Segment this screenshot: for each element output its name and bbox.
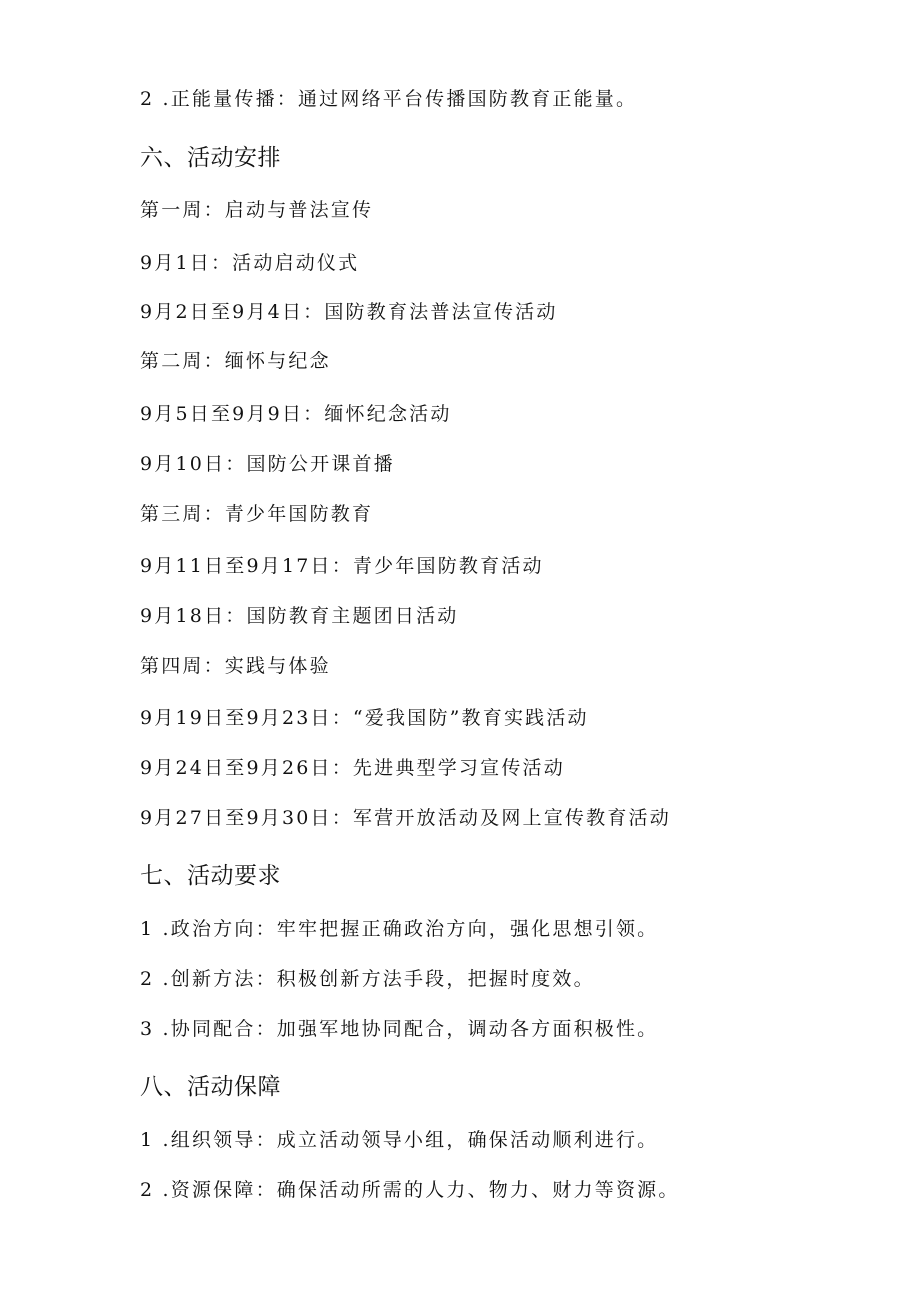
schedule-entry: 9月10日：国防公开课首播 [140,453,395,475]
schedule-week-4: 第四周：实践与体验 [140,655,331,677]
schedule-week-1: 第一周：启动与普法宣传 [140,199,374,221]
section-heading-activity-requirements: 七、活动要求 [140,863,281,889]
schedule-entry: 9月5日至9月9日：缅怀纪念活动 [140,403,452,425]
schedule-week-3: 第三周：青少年国防教育 [140,503,374,525]
schedule-entry: 9月24日至9月26日：先进典型学习宣传活动 [140,757,565,779]
schedule-entry: 9月19日至9月23日：“爱我国防”教育实践活动 [140,707,589,729]
schedule-week-2: 第二周：缅怀与纪念 [140,350,331,372]
schedule-entry: 9月27日至9月30日：军营开放活动及网上宣传教育活动 [140,807,671,829]
paragraph-energy-spread: 2 .正能量传播：通过网络平台传播国防教育正能量。 [140,88,638,110]
schedule-entry: 9月11日至9月17日：青少年国防教育活动 [140,555,544,577]
requirement-item: 1 .政治方向：牢牢把握正确政治方向，强化思想引领。 [140,918,659,940]
requirement-item: 3 .协同配合：加强军地协同配合，调动各方面积极性。 [140,1018,659,1040]
section-heading-activity-schedule: 六、活动安排 [140,145,281,171]
schedule-entry: 9月1日：活动启动仪式 [140,252,360,274]
requirement-item: 2 .创新方法：积极创新方法手段，把握时度效。 [140,968,595,990]
guarantee-item: 1 .组织领导：成立活动领导小组，确保活动顺利进行。 [140,1129,659,1151]
schedule-entry: 9月18日：国防教育主题团日活动 [140,605,459,627]
guarantee-item: 2 .资源保障：确保活动所需的人力、物力、财力等资源。 [140,1179,680,1201]
schedule-entry: 9月2日至9月4日：国防教育法普法宣传活动 [140,301,558,323]
section-heading-activity-guarantee: 八、活动保障 [140,1074,281,1100]
